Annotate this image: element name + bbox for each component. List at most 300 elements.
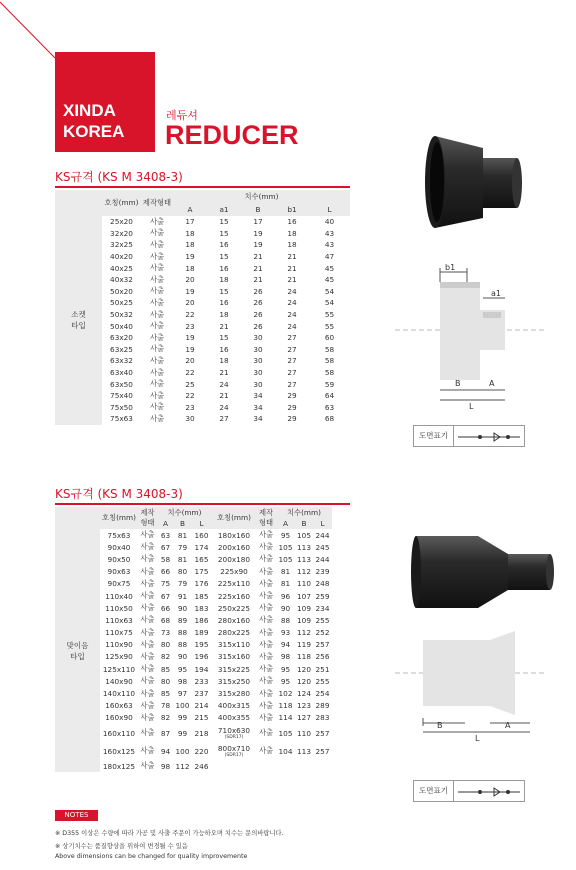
type-cell: 사출 — [140, 603, 155, 613]
size-cell: 63x50 — [110, 379, 133, 389]
size-cell-right — [212, 578, 256, 590]
dim-cell: 100 — [175, 701, 190, 711]
brand-line-2: KOREA — [63, 122, 125, 141]
size-cell: 90x75 — [107, 579, 131, 589]
table-row — [55, 700, 350, 712]
dim-cell: 97 — [177, 689, 188, 699]
dim-cell: 29 — [287, 402, 297, 412]
dim-cell: 58 — [160, 554, 171, 564]
size-cell: 25x20 — [110, 217, 133, 227]
dim-cell: 79 — [177, 542, 188, 552]
type-cell: 사출 — [149, 344, 165, 354]
type-cell: 사출 — [258, 578, 274, 588]
size-value: 280x160 — [217, 615, 251, 625]
dim-cell: 16 — [219, 344, 229, 354]
dim-cell: 79 — [177, 579, 188, 589]
dim-cell: 120 — [297, 664, 311, 674]
dim-cell: 24 — [287, 310, 297, 320]
dim-cell: 80 — [160, 640, 171, 650]
dim-cell: 110 — [297, 579, 311, 589]
dim-cell: 20 — [185, 298, 195, 308]
size-cell: 160x63 — [105, 701, 133, 711]
dim-cell: 90 — [177, 603, 188, 613]
type-cell: 사출 — [140, 651, 155, 661]
dim-cell: 95 — [280, 530, 291, 540]
label-L: L — [469, 402, 474, 411]
dim-cell: 80 — [160, 676, 171, 686]
type-cell: 사출 — [149, 274, 165, 284]
type-cell: 사출 — [258, 664, 274, 674]
dim-cell: 30 — [253, 379, 263, 389]
dim-cell: 24 — [287, 321, 297, 331]
dim-cell: 124 — [297, 689, 311, 699]
dim-cell: 21 — [219, 321, 229, 331]
type-cell: 사출 — [140, 664, 155, 674]
dim-cell: 16 — [219, 263, 229, 273]
size-value: 225x160 — [217, 591, 251, 601]
dim-cell: 17 — [185, 217, 195, 227]
dim-cell: 118 — [278, 701, 293, 711]
table-row — [55, 742, 350, 760]
dim-cell: 21 — [253, 275, 263, 285]
label-B: B — [437, 721, 443, 730]
label-A: A — [505, 721, 511, 730]
dim-cell: 99 — [177, 713, 188, 723]
socket-type-table — [55, 190, 350, 425]
dim-cell: 15 — [219, 252, 229, 262]
dim-cell: 254 — [315, 689, 330, 699]
dim-cell: 94 — [280, 640, 291, 650]
dim-cell: 112 — [297, 628, 311, 638]
dim-cell: 85 — [160, 689, 171, 699]
dim-cell: 18 — [219, 310, 229, 320]
dim-cell: 18 — [185, 263, 195, 273]
dim-cell: 110 — [297, 728, 311, 738]
type-cell: 사출 — [140, 627, 155, 637]
table-row — [55, 602, 350, 614]
size-cell: 63x25 — [110, 344, 133, 354]
size-cell: 75x40 — [110, 391, 133, 401]
dim-cell: 98 — [177, 676, 188, 686]
col-header-size: 호칭(mm) — [102, 190, 141, 216]
dim-cell: 218 — [194, 728, 209, 738]
dim-cell: 165 — [194, 554, 209, 564]
dim-cell: 283 — [315, 713, 330, 723]
butt-type-table — [55, 507, 350, 772]
dim-cell: 25 — [185, 379, 195, 389]
type-cell: 사출 — [149, 379, 165, 389]
size-cell-right — [212, 614, 256, 626]
dim-cell: 34 — [253, 414, 263, 424]
dim-cell: 82 — [160, 713, 171, 723]
dim-cell: 233 — [194, 676, 209, 686]
label-B: B — [455, 379, 461, 388]
dim-cell: 127 — [297, 713, 311, 723]
size-value: 225x90 — [220, 567, 248, 577]
dim-cell: 58 — [324, 368, 335, 378]
butt-reducer-photo — [410, 528, 560, 616]
dim-cell: 68 — [160, 615, 171, 625]
dim-cell: 19 — [185, 333, 195, 343]
size-cell: 140x110 — [102, 689, 136, 699]
dim-cell: 185 — [194, 591, 209, 601]
dim-cell: 100 — [175, 746, 190, 756]
type-cell — [256, 760, 276, 772]
dim-cell: 113 — [297, 746, 311, 756]
dim-cell: 64 — [324, 391, 335, 401]
size-value: 400x315 — [217, 701, 251, 711]
label-L: L — [475, 734, 480, 743]
type-cell: 사출 — [258, 542, 274, 552]
dim-cell: 257 — [315, 640, 330, 650]
group-label-butt: 맞이음 타입 — [55, 529, 100, 772]
type-cell: 사출 — [258, 746, 274, 755]
size-value: 250x225 — [217, 603, 251, 613]
size-cell: 50x20 — [110, 286, 133, 296]
note-line-1: ※ D355 이상은 수량에 따라 가공 및 사출 주문이 가능하오며 치수는 문의바랍니다. — [55, 830, 284, 837]
size-cell: 40x25 — [110, 263, 133, 273]
reducer-symbol-icon — [458, 431, 520, 443]
socket-reducer-photo — [395, 130, 535, 230]
dim-cell: 93 — [280, 628, 291, 638]
dim-cell: 26 — [253, 310, 263, 320]
dim-cell: 63 — [324, 402, 335, 412]
dim-cell: 257 — [315, 728, 330, 738]
dim-cell: 30 — [253, 333, 263, 343]
col-header-A-2: A — [276, 518, 295, 529]
dim-cell: 109 — [297, 603, 311, 613]
dim-cell — [276, 760, 295, 772]
dim-cell: 119 — [297, 640, 311, 650]
dim-cell: 98 — [160, 761, 171, 771]
dim-cell: 45 — [324, 263, 335, 273]
dim-cell: 34 — [253, 391, 263, 401]
dim-cell: 21 — [287, 252, 297, 262]
size-cell: 110x90 — [105, 640, 133, 650]
type-cell: 사출 — [258, 700, 274, 710]
size-cell: 90x63 — [107, 567, 131, 577]
group-label-socket: 소켓 타입 — [55, 216, 102, 425]
dim-cell: 20 — [185, 275, 195, 285]
table-row — [55, 578, 350, 590]
table-row — [55, 687, 350, 699]
type-cell: 사출 — [258, 676, 274, 686]
dim-cell: 195 — [194, 640, 209, 650]
dim-cell: 60 — [324, 333, 335, 343]
dim-cell: 104 — [278, 746, 293, 756]
dim-cell: 47 — [324, 252, 335, 262]
type-cell: 사출 — [140, 542, 155, 552]
label-b1: b1 — [445, 263, 456, 272]
dim-cell: 85 — [160, 664, 171, 674]
dim-cell: 96 — [280, 591, 291, 601]
dim-cell: 21 — [253, 252, 263, 262]
size-cell: 125x90 — [105, 652, 133, 662]
type-cell: 사출 — [149, 251, 165, 261]
dim-cell: 27 — [219, 414, 229, 424]
dim-cell: 112 — [175, 761, 190, 771]
dim-cell: 21 — [287, 263, 297, 273]
table-row — [55, 627, 350, 639]
size-cell-right — [212, 602, 256, 614]
note-line-2: ※ 상기치수는 품질향상을 위하여 변경될 수 있음 — [55, 843, 188, 850]
dim-cell: 23 — [185, 402, 195, 412]
dim-cell: 245 — [315, 542, 330, 552]
dim-cell: 16 — [287, 217, 297, 227]
size-cell-right — [212, 590, 256, 602]
dim-cell: 174 — [194, 542, 209, 552]
dim-cell: 30 — [185, 414, 195, 424]
col-header-b1: b1 — [275, 203, 309, 216]
dim-cell: 45 — [324, 275, 335, 285]
col-header-A: A — [157, 518, 174, 529]
dim-cell: 102 — [278, 689, 293, 699]
table-row — [55, 614, 350, 626]
dim-cell: 67 — [160, 591, 171, 601]
table-row — [55, 663, 350, 675]
dim-cell: 255 — [315, 615, 330, 625]
dim-cell: 15 — [219, 217, 229, 227]
size-cell-right — [212, 663, 256, 675]
col-header-size: 호칭(mm) — [100, 507, 138, 529]
dim-cell: 30 — [253, 368, 263, 378]
dim-cell: 55 — [324, 310, 335, 320]
type-cell: 사출 — [258, 566, 274, 576]
size-value: 280x225 — [217, 628, 251, 638]
size-cell: 75x63 — [110, 414, 133, 424]
dim-cell: 105 — [278, 728, 293, 738]
size-cell: 63x32 — [110, 356, 133, 366]
dim-cell: 81 — [280, 567, 291, 577]
type-cell: 사출 — [140, 566, 155, 576]
size-cell-right — [212, 627, 256, 639]
dim-cell: 81 — [177, 554, 188, 564]
type-cell: 사출 — [149, 402, 165, 412]
brand-logo-block — [55, 52, 155, 152]
dim-cell: 75 — [160, 579, 171, 589]
dim-cell — [313, 760, 332, 772]
dim-cell: 196 — [194, 652, 209, 662]
size-cell: 110x75 — [105, 628, 133, 638]
type-cell: 사출 — [149, 297, 165, 307]
drawing-symbol-label: 도면표기 — [414, 781, 454, 801]
dim-cell: 99 — [177, 728, 188, 738]
dim-cell: 19 — [185, 286, 195, 296]
dim-cell: 81 — [280, 579, 291, 589]
size-value: 315x225 — [217, 664, 251, 674]
sdr-note: (SDR17) — [224, 734, 244, 740]
size-cell: 160x90 — [105, 713, 133, 723]
size-cell: 75x50 — [110, 402, 133, 412]
type-cell: 사출 — [149, 228, 165, 238]
dim-cell: 24 — [219, 402, 229, 412]
label-a1: a1 — [491, 289, 501, 298]
reducer-symbol-icon — [458, 786, 520, 798]
dim-cell: 66 — [160, 567, 171, 577]
dim-cell: 18 — [185, 240, 195, 250]
dim-cell: 23 — [185, 321, 195, 331]
section-title-socket: KS규격 (KS M 3408-3) — [55, 170, 183, 184]
dim-cell: 105 — [278, 542, 293, 552]
size-cell-right — [212, 651, 256, 663]
dim-cell: 26 — [253, 286, 263, 296]
type-cell: 사출 — [149, 263, 165, 273]
table-row — [55, 529, 350, 541]
type-cell: 사출 — [149, 390, 165, 400]
size-cell: 50x25 — [110, 298, 133, 308]
type-cell: 사출 — [149, 413, 165, 423]
dim-cell: 63 — [160, 530, 171, 540]
socket-reducer-diagram — [395, 262, 545, 412]
dim-cell: 215 — [194, 713, 209, 723]
type-cell: 사출 — [149, 367, 165, 377]
dim-cell: 29 — [287, 414, 297, 424]
size-value: 315x250 — [217, 676, 251, 686]
dim-cell: 18 — [185, 228, 195, 238]
size-value: 225x110 — [217, 579, 251, 589]
col-header-a1: a1 — [207, 203, 241, 216]
dim-cell: 43 — [324, 240, 335, 250]
dim-cell: 239 — [315, 567, 330, 577]
dim-cell: 175 — [194, 567, 209, 577]
dim-cell: 105 — [297, 530, 311, 540]
col-header-type-2: 제작 형태 — [256, 507, 276, 529]
type-cell: 사출 — [258, 651, 274, 661]
type-cell: 사출 — [140, 712, 155, 722]
size-cell-right — [212, 724, 256, 742]
size-cell: 125x110 — [102, 664, 136, 674]
type-cell: 사출 — [140, 530, 155, 540]
size-cell-right — [212, 700, 256, 712]
col-header-B: B — [241, 203, 275, 216]
dim-cell: 123 — [297, 701, 311, 711]
dim-cell: 78 — [160, 701, 171, 711]
dim-cell: 90 — [177, 652, 188, 662]
dim-cell: 90 — [280, 603, 291, 613]
dim-cell: 160 — [194, 530, 209, 540]
dim-cell: 20 — [185, 356, 195, 366]
dim-cell: 29 — [287, 391, 297, 401]
dim-cell: 19 — [185, 344, 195, 354]
type-cell: 사출 — [140, 639, 155, 649]
col-header-size-2: 호칭(mm) — [212, 507, 256, 529]
size-cell: 180x125 — [102, 761, 136, 771]
type-cell: 사출 — [149, 309, 165, 319]
dim-cell: 186 — [194, 615, 209, 625]
drawing-symbol-box-2 — [413, 780, 525, 802]
dim-cell: 27 — [287, 333, 297, 343]
dim-cell: 220 — [194, 746, 209, 756]
dim-cell: 189 — [194, 628, 209, 638]
size-value: 710x630 — [217, 725, 251, 735]
type-cell: 사출 — [140, 578, 155, 588]
size-value: 200x160 — [217, 542, 251, 552]
dim-cell: 95 — [280, 676, 291, 686]
page-title-korean: 레듀셔 — [166, 109, 198, 122]
dim-cell: 17 — [253, 217, 263, 227]
section-divider — [55, 186, 350, 188]
dim-cell: 73 — [160, 628, 171, 638]
dim-cell: 30 — [253, 344, 263, 354]
dim-cell: 58 — [324, 344, 335, 354]
dim-cell: 257 — [315, 746, 330, 756]
col-header-dims-2: 치수(mm) — [276, 507, 332, 518]
type-cell: 사출 — [258, 688, 274, 698]
dim-cell: 89 — [177, 615, 188, 625]
type-cell: 사출 — [149, 239, 165, 249]
dim-cell — [295, 760, 313, 772]
dim-cell: 88 — [177, 628, 188, 638]
dim-cell: 34 — [253, 402, 263, 412]
size-value: 315x160 — [217, 652, 251, 662]
size-cell: 90x50 — [107, 554, 131, 564]
dim-cell: 289 — [315, 701, 330, 711]
table-row — [55, 639, 350, 651]
size-value: 315x280 — [217, 689, 251, 699]
table-row — [55, 553, 350, 565]
type-cell: 사출 — [140, 746, 155, 755]
dim-cell: 248 — [315, 579, 330, 589]
dim-cell: 54 — [324, 298, 335, 308]
dim-cell: 21 — [219, 391, 229, 401]
dim-cell: 43 — [324, 228, 335, 238]
dim-cell: 120 — [297, 676, 311, 686]
size-cell: 40x32 — [110, 275, 133, 285]
dim-cell: 24 — [287, 286, 297, 296]
dim-cell: 16 — [219, 298, 229, 308]
page-title: REDUCER — [165, 120, 299, 150]
size-cell-right — [212, 687, 256, 699]
dim-cell: 176 — [194, 579, 209, 589]
dim-cell: 113 — [297, 542, 311, 552]
section-divider — [55, 503, 350, 505]
type-cell: 사출 — [258, 728, 274, 737]
size-cell: 40x20 — [110, 252, 133, 262]
type-cell: 사출 — [149, 355, 165, 365]
dim-cell: 95 — [280, 664, 291, 674]
dim-cell: 88 — [177, 640, 188, 650]
size-cell-right — [212, 760, 256, 772]
size-cell: 90x40 — [107, 542, 131, 552]
sdr-note: (SDR17) — [224, 752, 244, 758]
dim-cell: 82 — [160, 652, 171, 662]
dim-cell: 59 — [324, 379, 335, 389]
dim-cell: 66 — [160, 603, 171, 613]
dim-cell: 246 — [194, 761, 209, 771]
dim-cell: 214 — [194, 701, 209, 711]
dim-cell: 194 — [194, 664, 209, 674]
dim-cell: 18 — [287, 240, 297, 250]
size-cell-right — [212, 742, 256, 760]
size-cell: 110x63 — [105, 615, 133, 625]
type-cell: 사출 — [140, 591, 155, 601]
size-value: 180x160 — [217, 530, 251, 540]
table-row — [55, 724, 350, 742]
col-header-L: L — [309, 203, 350, 216]
dim-cell: 18 — [287, 228, 297, 238]
note-line-3: Above dimensions can be changed for quality improvemente — [55, 853, 248, 860]
dim-cell: 112 — [297, 567, 311, 577]
size-value: 200x180 — [217, 554, 251, 564]
type-cell: 사출 — [140, 728, 155, 737]
table-row — [55, 541, 350, 553]
size-cell: 32x20 — [110, 228, 133, 238]
dim-cell: 27 — [287, 356, 297, 366]
dim-cell: 21 — [219, 368, 229, 378]
dim-cell: 24 — [287, 298, 297, 308]
brand-line-1: XINDA — [63, 101, 116, 120]
size-cell: 110x40 — [105, 591, 133, 601]
